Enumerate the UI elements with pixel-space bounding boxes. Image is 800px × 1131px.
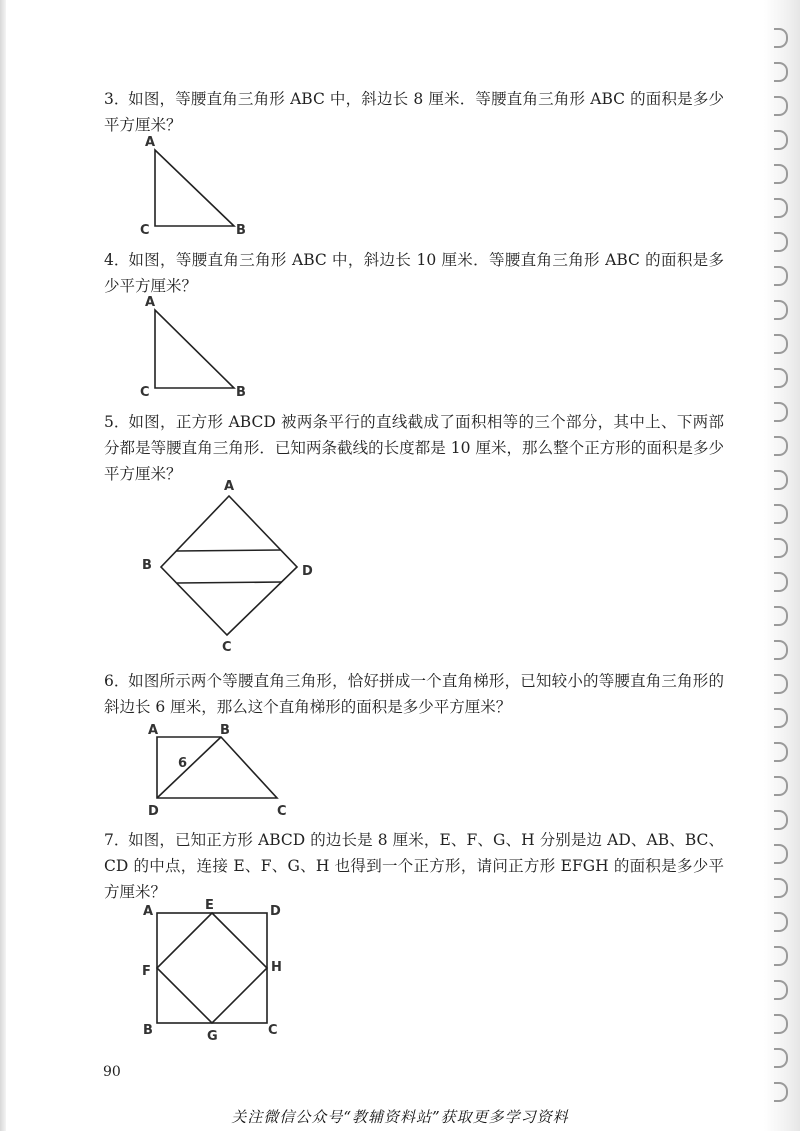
- label-f: F: [142, 964, 151, 979]
- problem-number: 5．: [104, 413, 130, 431]
- binding-ring: [774, 62, 788, 82]
- binding-ring: [774, 300, 788, 320]
- binding-ring: [774, 368, 788, 388]
- label-a: A: [224, 479, 235, 494]
- label-b: B: [142, 558, 152, 573]
- figure-5-square: [135, 474, 335, 654]
- binding-ring: [774, 776, 788, 796]
- binding-ring: [774, 912, 788, 932]
- binding-ring: [774, 436, 788, 456]
- square-efgh: [157, 913, 267, 1023]
- label-b: B: [220, 723, 230, 738]
- binding-ring: [774, 334, 788, 354]
- binding-ring: [774, 1014, 788, 1034]
- binding-ring: [774, 572, 788, 592]
- figure-4-right-triangle: [130, 292, 260, 404]
- figure-7-nested-squares: [135, 895, 305, 1047]
- binding-ring: [774, 130, 788, 150]
- label-b: B: [143, 1023, 153, 1038]
- label-d: D: [302, 564, 313, 579]
- binding-ring: [774, 606, 788, 626]
- binding-ring: [774, 1048, 788, 1068]
- label-a: A: [143, 904, 154, 919]
- binding-ring: [774, 198, 788, 218]
- label-c: C: [277, 804, 287, 819]
- label-c: C: [222, 640, 232, 655]
- label-c: C: [140, 385, 150, 400]
- label-e: E: [205, 898, 214, 913]
- problem-text: 如图，已知正方形 ABCD 的边长是 8 厘米，E、F、G、H 分别是边 AD、AB、BC、CD 的中点，连接 E、F、G、H 也得到一个正方形，请问正方形 EFGH 的面积是多少平方厘米？: [104, 831, 724, 901]
- square-abcd: [161, 496, 297, 635]
- label-c: C: [268, 1023, 278, 1038]
- binding-ring: [774, 980, 788, 1000]
- binding-ring: [774, 946, 788, 966]
- spiral-binding: [764, 0, 800, 1131]
- binding-ring: [774, 844, 788, 864]
- diagonal-bd: [157, 737, 221, 798]
- trapezoid-abcd: [157, 737, 277, 798]
- square-abcd: [157, 913, 267, 1023]
- problem-6: [104, 668, 724, 720]
- label-g: G: [207, 1029, 218, 1044]
- upper-cut-line: [176, 550, 281, 551]
- binding-ring: [774, 96, 788, 116]
- problem-text: 如图所示两个等腰直角三角形，恰好拼成一个直角梯形，已知较小的等腰直角三角形的斜边长 6 厘米，那么这个直角梯形的面积是多少平方厘米？: [104, 672, 724, 716]
- binding-ring: [774, 538, 788, 558]
- binding-ring: [774, 232, 788, 252]
- page-number: 90: [103, 1064, 121, 1080]
- problem-number: 3．: [104, 90, 130, 108]
- label-b: B: [236, 385, 246, 400]
- binding-ring: [774, 640, 788, 660]
- problem-number: 7．: [104, 831, 130, 849]
- binding-ring: [774, 504, 788, 524]
- binding-ring: [774, 810, 788, 830]
- problem-number: 4．: [104, 251, 130, 269]
- footer-note: 关注微信公众号“教辅资料站”获取更多学习资料: [231, 1108, 569, 1126]
- label-a: A: [148, 723, 159, 738]
- problem-7: [104, 827, 724, 905]
- binding-ring: [774, 28, 788, 48]
- label-a: A: [145, 135, 156, 150]
- label-c: C: [140, 223, 150, 238]
- label-a: A: [145, 295, 156, 310]
- figure-6-trapezoid: [140, 720, 300, 820]
- page-left-edge: [0, 0, 6, 1131]
- binding-ring: [774, 1082, 788, 1102]
- binding-ring: [774, 742, 788, 762]
- label-side-length: 6: [178, 756, 188, 771]
- label-b: B: [236, 223, 246, 238]
- binding-ring: [774, 164, 788, 184]
- problem-number: 6．: [104, 672, 130, 690]
- triangle-abc: [155, 310, 234, 388]
- figure-3-right-triangle: [130, 130, 260, 242]
- binding-ring: [774, 470, 788, 490]
- problem-text: 如图，等腰直角三角形 ABC 中，斜边长 10 厘米．等腰直角三角形 ABC 的面积是多少平方厘米？: [104, 251, 724, 295]
- binding-ring: [774, 402, 788, 422]
- problem-text: 如图，正方形 ABCD 被两条平行的直线截成了面积相等的三个部分，其中上、下两部分都是等腰直角三角形．已知两条截线的长度都是 10 厘米，那么整个正方形的面积是多少平方厘米？: [104, 413, 724, 483]
- label-d: D: [270, 904, 281, 919]
- label-d: D: [148, 804, 159, 819]
- triangle-abc: [155, 150, 234, 226]
- problem-text: 如图，等腰直角三角形 ABC 中，斜边长 8 厘米．等腰直角三角形 ABC 的面积是多少平方厘米？: [104, 90, 724, 134]
- binding-ring: [774, 266, 788, 286]
- binding-ring: [774, 878, 788, 898]
- label-h: H: [271, 960, 282, 975]
- lower-cut-line: [177, 582, 282, 583]
- binding-ring: [774, 674, 788, 694]
- binding-ring: [774, 708, 788, 728]
